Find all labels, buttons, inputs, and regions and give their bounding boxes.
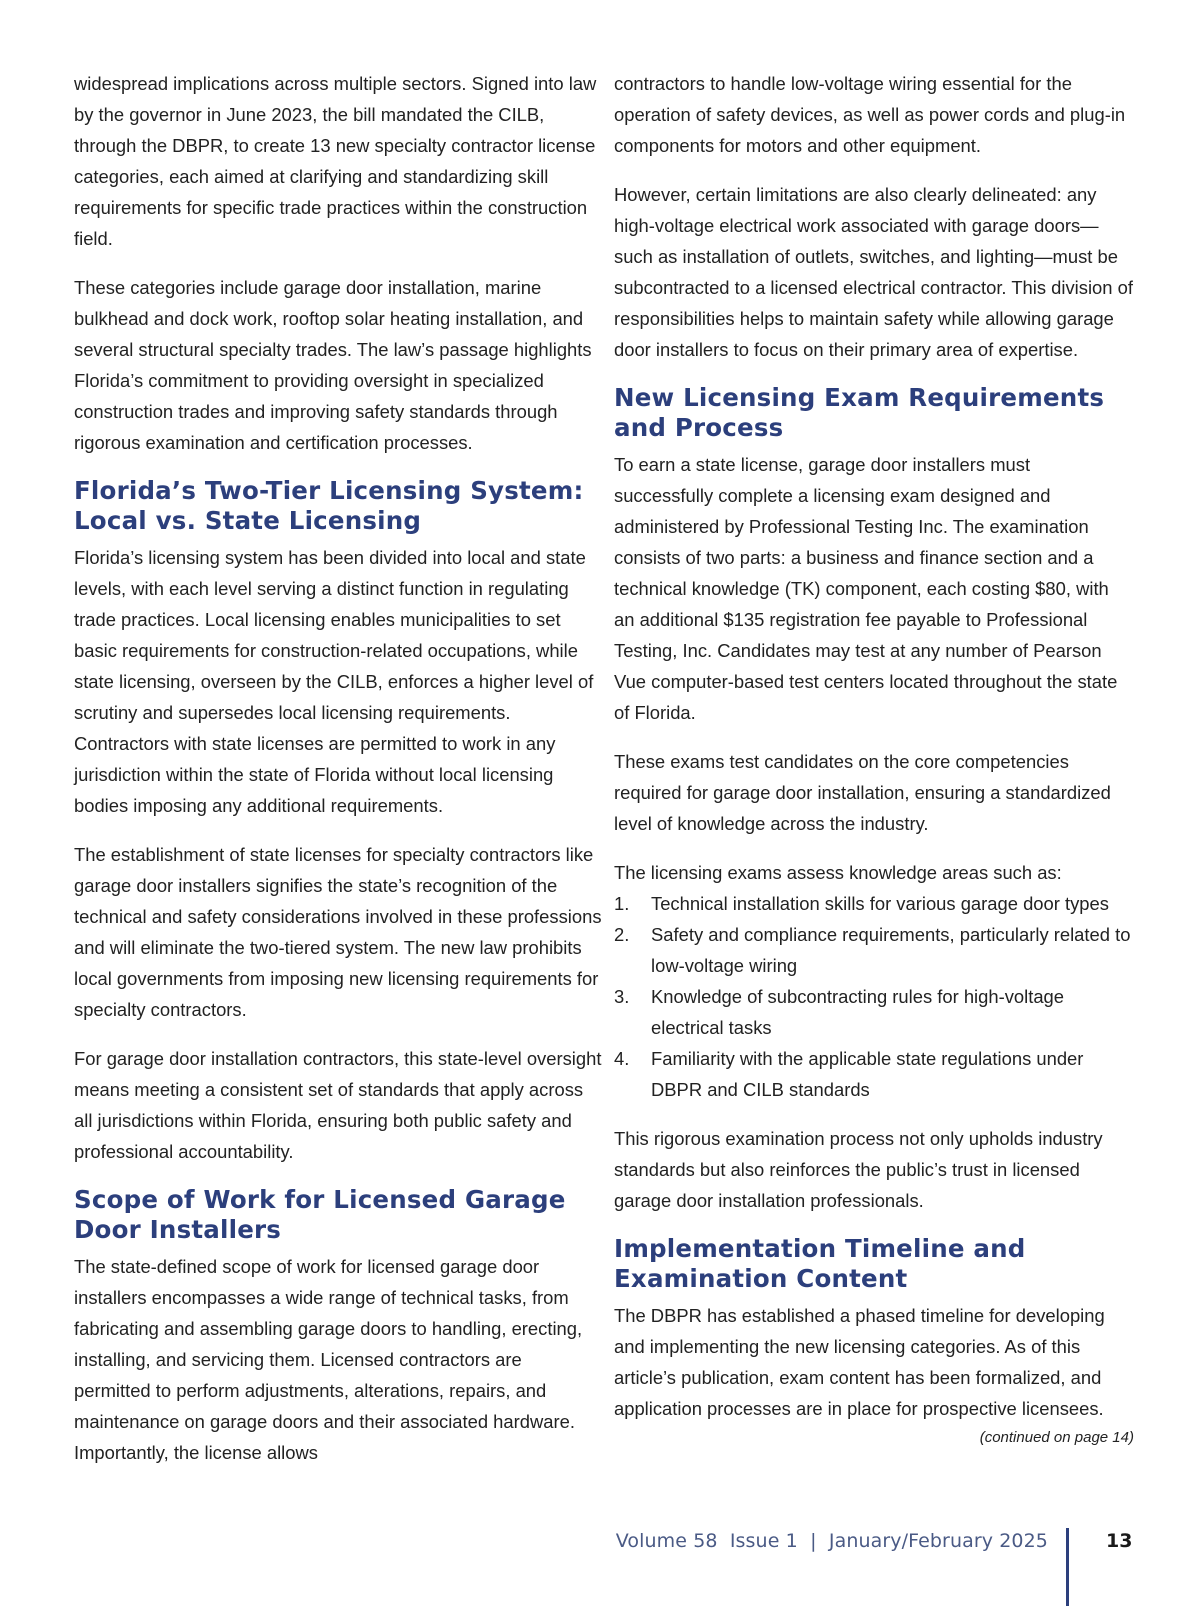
list-item-text: Knowledge of subcontracting rules for high-voltage electrical tasks: [651, 986, 1065, 1038]
issue-info: Volume 58 Issue 1 | January/February 2025: [615, 1530, 1048, 1552]
right-column: [614, 68, 1134, 1448]
right-paragraph-4: These exams test candidates on the core competencies required for garage door installation, ensuring a standardized level of knowledge across the industry.: [614, 751, 1111, 834]
heading-implementation-timeline: Implementation Timeline and Examination Content: [614, 1234, 1026, 1293]
left-paragraph-2: These categories include garage door installation, marine bulkhead and dock work, rooftop solar heating installation, and several structural specialty trades. The law’s passage highlights Florida’s commitment to providing oversight in specialized construction trades and improving safety standards through rigorous examination and certification processes.: [74, 277, 592, 453]
left-paragraph-3: Florida’s licensing system has been divided into local and state levels, with each level serving a distinct function in regulating trade practices. Local licensing enables municipalities to set basic requirements for construction-related occupations, while state licensing, overseen by the CILB, enforces a higher level of scrutiny and supersedes local licensing requirements. Contractors with state licenses are permitted to work in any jurisdiction within the state of Florida without local licensing bodies imposing any additional requirements.: [74, 547, 594, 816]
left-column: [74, 68, 602, 1486]
heading-exam-requirements: New Licensing Exam Requirements and Process: [614, 383, 1105, 442]
list-item-number: 1.: [614, 893, 630, 914]
list-item: [614, 919, 1134, 981]
list-item-text: Familiarity with the applicable state regulations under DBPR and CILB standards: [651, 1048, 1084, 1100]
right-paragraph-7: The DBPR has established a phased timeline for developing and implementing the new licensing categories. As of this article’s publication, exam content has been formalized, and application processes are in place for prospective licensees.: [614, 1305, 1105, 1419]
left-paragraph-4: The establishment of state licenses for specialty contractors like garage door installers signifies the state’s recognition of the technical and safety considerations involved in these professions and will eliminate the two-tiered system. The new law prohibits local governments from imposing new licensing requirements for specialty contractors.: [74, 844, 602, 1020]
right-paragraph-2: However, certain limitations are also clearly delineated: any high-voltage electrical work associated with garage doors—such as installation of outlets, switches, and lighting—must be subcontracted to a licensed electrical contractor. This division of responsibilities helps to maintain safety while allowing garage door installers to focus on their primary area of expertise.: [614, 184, 1133, 360]
footer-divider: [1066, 1528, 1069, 1606]
heading-scope-of-work: Scope of Work for Licensed Garage Door Installers: [74, 1185, 566, 1244]
list-item-number: 4.: [614, 1048, 630, 1069]
list-item-text: Safety and compliance requirements, particularly related to low-voltage wiring: [651, 924, 1131, 976]
right-paragraph-3: To earn a state license, garage door installers must successfully complete a licensing exam designed and administered by Professional Testing Inc. The examination consists of two parts: a business and finance section and a technical knowledge (TK) component, each costing $80, with an additional $135 registration fee payable to Professional Testing, Inc. Candidates may test at any number of Pearson Vue computer-based test centers located throughout the state of Florida.: [614, 454, 1118, 723]
list-item: [614, 1043, 1134, 1105]
right-paragraph-5: The licensing exams assess knowledge areas such as:: [614, 862, 1062, 883]
right-paragraph-1: contractors to handle low-voltage wiring essential for the operation of safety devices, as well as power cords and plug-in components for motors and other equipment.: [614, 73, 1126, 156]
list-item-text: Technical installation skills for various garage door types: [651, 893, 1109, 914]
list-item: [614, 888, 1134, 919]
left-paragraph-6: The state-defined scope of work for licensed garage door installers encompasses a wide range of technical tasks, from fabricating and assembling garage doors to handling, erecting, installing, and servicing them. Licensed contractors are permitted to perform adjustments, alterations, repairs, and maintenance on garage doors and their associated hardware. Importantly, the license allows: [74, 1256, 583, 1463]
continued-note: (continued on page 14): [979, 1429, 1134, 1446]
left-paragraph-5: For garage door installation contractors, this state-level oversight means meeting a consistent set of standards that apply across all jurisdictions within Florida, ensuring both public safety and professional accountability.: [74, 1048, 602, 1162]
list-item: [614, 981, 1134, 1043]
heading-two-tier-licensing: Florida’s Two-Tier Licensing System: Local vs. State Licensing: [74, 476, 584, 535]
knowledge-areas-list: [614, 888, 1134, 1105]
page-number: 13: [1106, 1530, 1133, 1552]
list-item-number: 2.: [614, 924, 630, 945]
list-item-number: 3.: [614, 986, 630, 1007]
left-paragraph-1: widespread implications across multiple sectors. Signed into law by the governor in June 2023, the bill mandated the CILB, through the DBPR, to create 13 new specialty contractor license categories, each aimed at clarifying and standardizing skill requirements for specific trade practices within the construction field.: [74, 73, 597, 249]
right-paragraph-6: This rigorous examination process not only upholds industry standards but also reinforces the public’s trust in licensed garage door installation professionals.: [614, 1128, 1103, 1211]
page-footer: [0, 1528, 1200, 1606]
